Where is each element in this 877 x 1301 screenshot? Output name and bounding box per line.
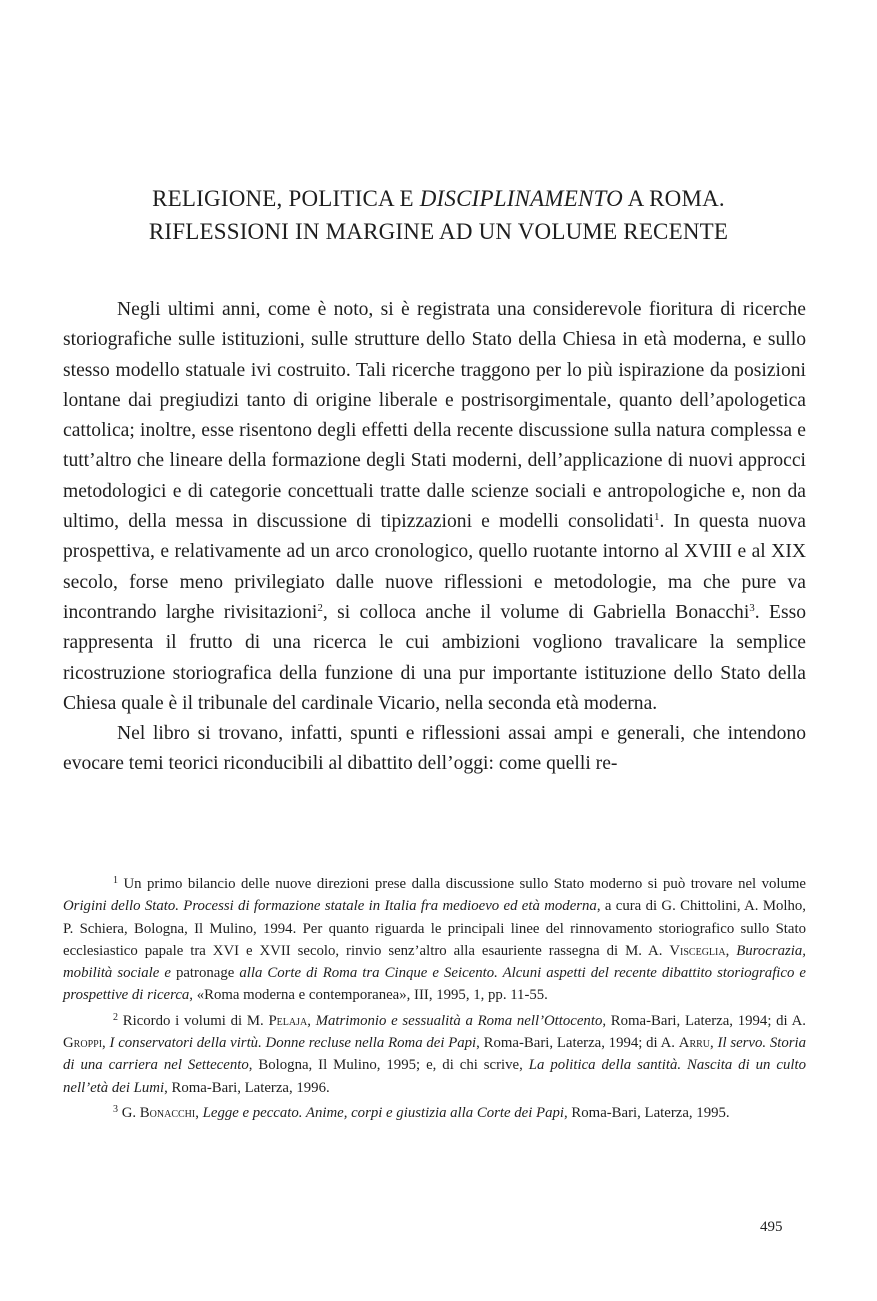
body-text <box>63 295 806 780</box>
title-line-1: RELIGIONE, POLITICA E DISCIPLINAMENTO A ROMA. <box>152 186 725 211</box>
footnote-ref-1: 1 <box>653 511 660 524</box>
footnote-number: 2 <box>113 1011 118 1023</box>
footnotes <box>63 873 806 1124</box>
footnote-1: $^1$ Un primo bilancio delle nuove direzioni prese dalla discussione sullo Stato moderno si può trovare nel volume Origini dello Stato. Processi di formazione statale in Italia fra medioevo ed età moderna, a cura di G. Chittolini, A. Molho, P. Schiera, Bologna, Il Mulino, 1994. Per quanto riguarda le principali linee del rinnovamento storiografico sullo Stato ecclesiastico papale tra XVI e XVII secolo, rinvio senz’altro alla esauriente rassegna di M. A. Visceglia, Burocrazia, mobilità sociale e patronage alla Corte di Roma tra Cinque e Seicento. Alcuni aspetti del recente dibattito storiografico e prospettive di ricerca, «Roma moderna e contemporanea», III, 1995, 1, pp. 11-55. <box>63 875 806 1004</box>
footnote-number: 3 <box>113 1103 118 1115</box>
body-paragraph-1: Negli ultimi anni, come è noto, si è registrata una considerevole fioritura di ricerche storiografiche sulle istituzioni, sulle strutture dello Stato della Chiesa in età moderna, e sullo stesso modello statuale ivi costruito. Tali ricerche traggono per lo più ispirazione da posizioni lontane dai pregiudizi tanto di origine liberale e postrisorgimentale, quanto dell’apologetica cattolica; inoltre, esse risentono degli effetti della recente discussione sulla natura complessa e tutt’altro che lineare della formazione degli Stati moderni, dell’applicazione di nuovi approcci metodologici e di categorie concettuali tratte dalle scienze sociali e antropologiche e, non da ultimo, della messa in discussione di tipizzazioni e modelli consolidati$^1$. In questa nuova prospettiva, e relativamente ad un arco cronologico, quello ruotante intorno al XVIII e al XIX secolo, forse meno privilegiato dalle nuove riflessioni e metodologie, ma che pure va incontrando larghe rivisitazioni$^2$, si colloca anche il volume di Gabriella Bonacchi$^3$. Esso rappresenta il frutto di una ricerca le cui ambizioni vogliono travalicare la semplice ricostruzione storiografica della funzione di una pur importante istituzione dello Stato della Chiesa quale è il tribunale del cardinale Vicario, nella seconda età moderna. <box>63 299 807 714</box>
body-paragraph-2: Nel libro si trovano, infatti, spunti e riflessioni assai ampi e generali, che intendono evocare temi teorici riconducibili al dibattito dell’oggi: come quelli re- <box>63 723 806 775</box>
footnote-3: $^3$ G. Bonacchi, Legge e peccato. Anime, corpi e giustizia alla Corte dei Papi, Roma-Bari, Laterza, 1995. <box>113 1103 730 1121</box>
title-line-2: RIFLESSIONI IN MARGINE AD UN VOLUME RECENTE <box>148 219 729 244</box>
title-emphasis: DISCIPLINAMENTO <box>419 186 623 211</box>
article-title <box>60 182 817 248</box>
footnote-number: 1 <box>113 875 118 886</box>
footnote-ref-3: 3 <box>749 601 755 614</box>
footnote-2: $^2$ Ricordo i volumi di M. Pelaja, Matrimonio e sessualità a Roma nell’Ottocento, Roma-Bari, Laterza, 1994; di A. Groppi, I conservatori della virtù. Donne recluse nella Roma dei Papi, Roma-Bari, Laterza, 1994; di A. Arru, Il servo. Storia di una carriera nel Settecento, Bologna, Il Mulino, 1995; e, di chi scrive, La politica della santità. Nascita di un culto nell’età dei Lumi, Roma-Bari, Laterza, 1996. <box>63 1011 807 1096</box>
page-number: 495 <box>760 1219 783 1235</box>
footnote-ref-2: 2 <box>317 601 323 614</box>
